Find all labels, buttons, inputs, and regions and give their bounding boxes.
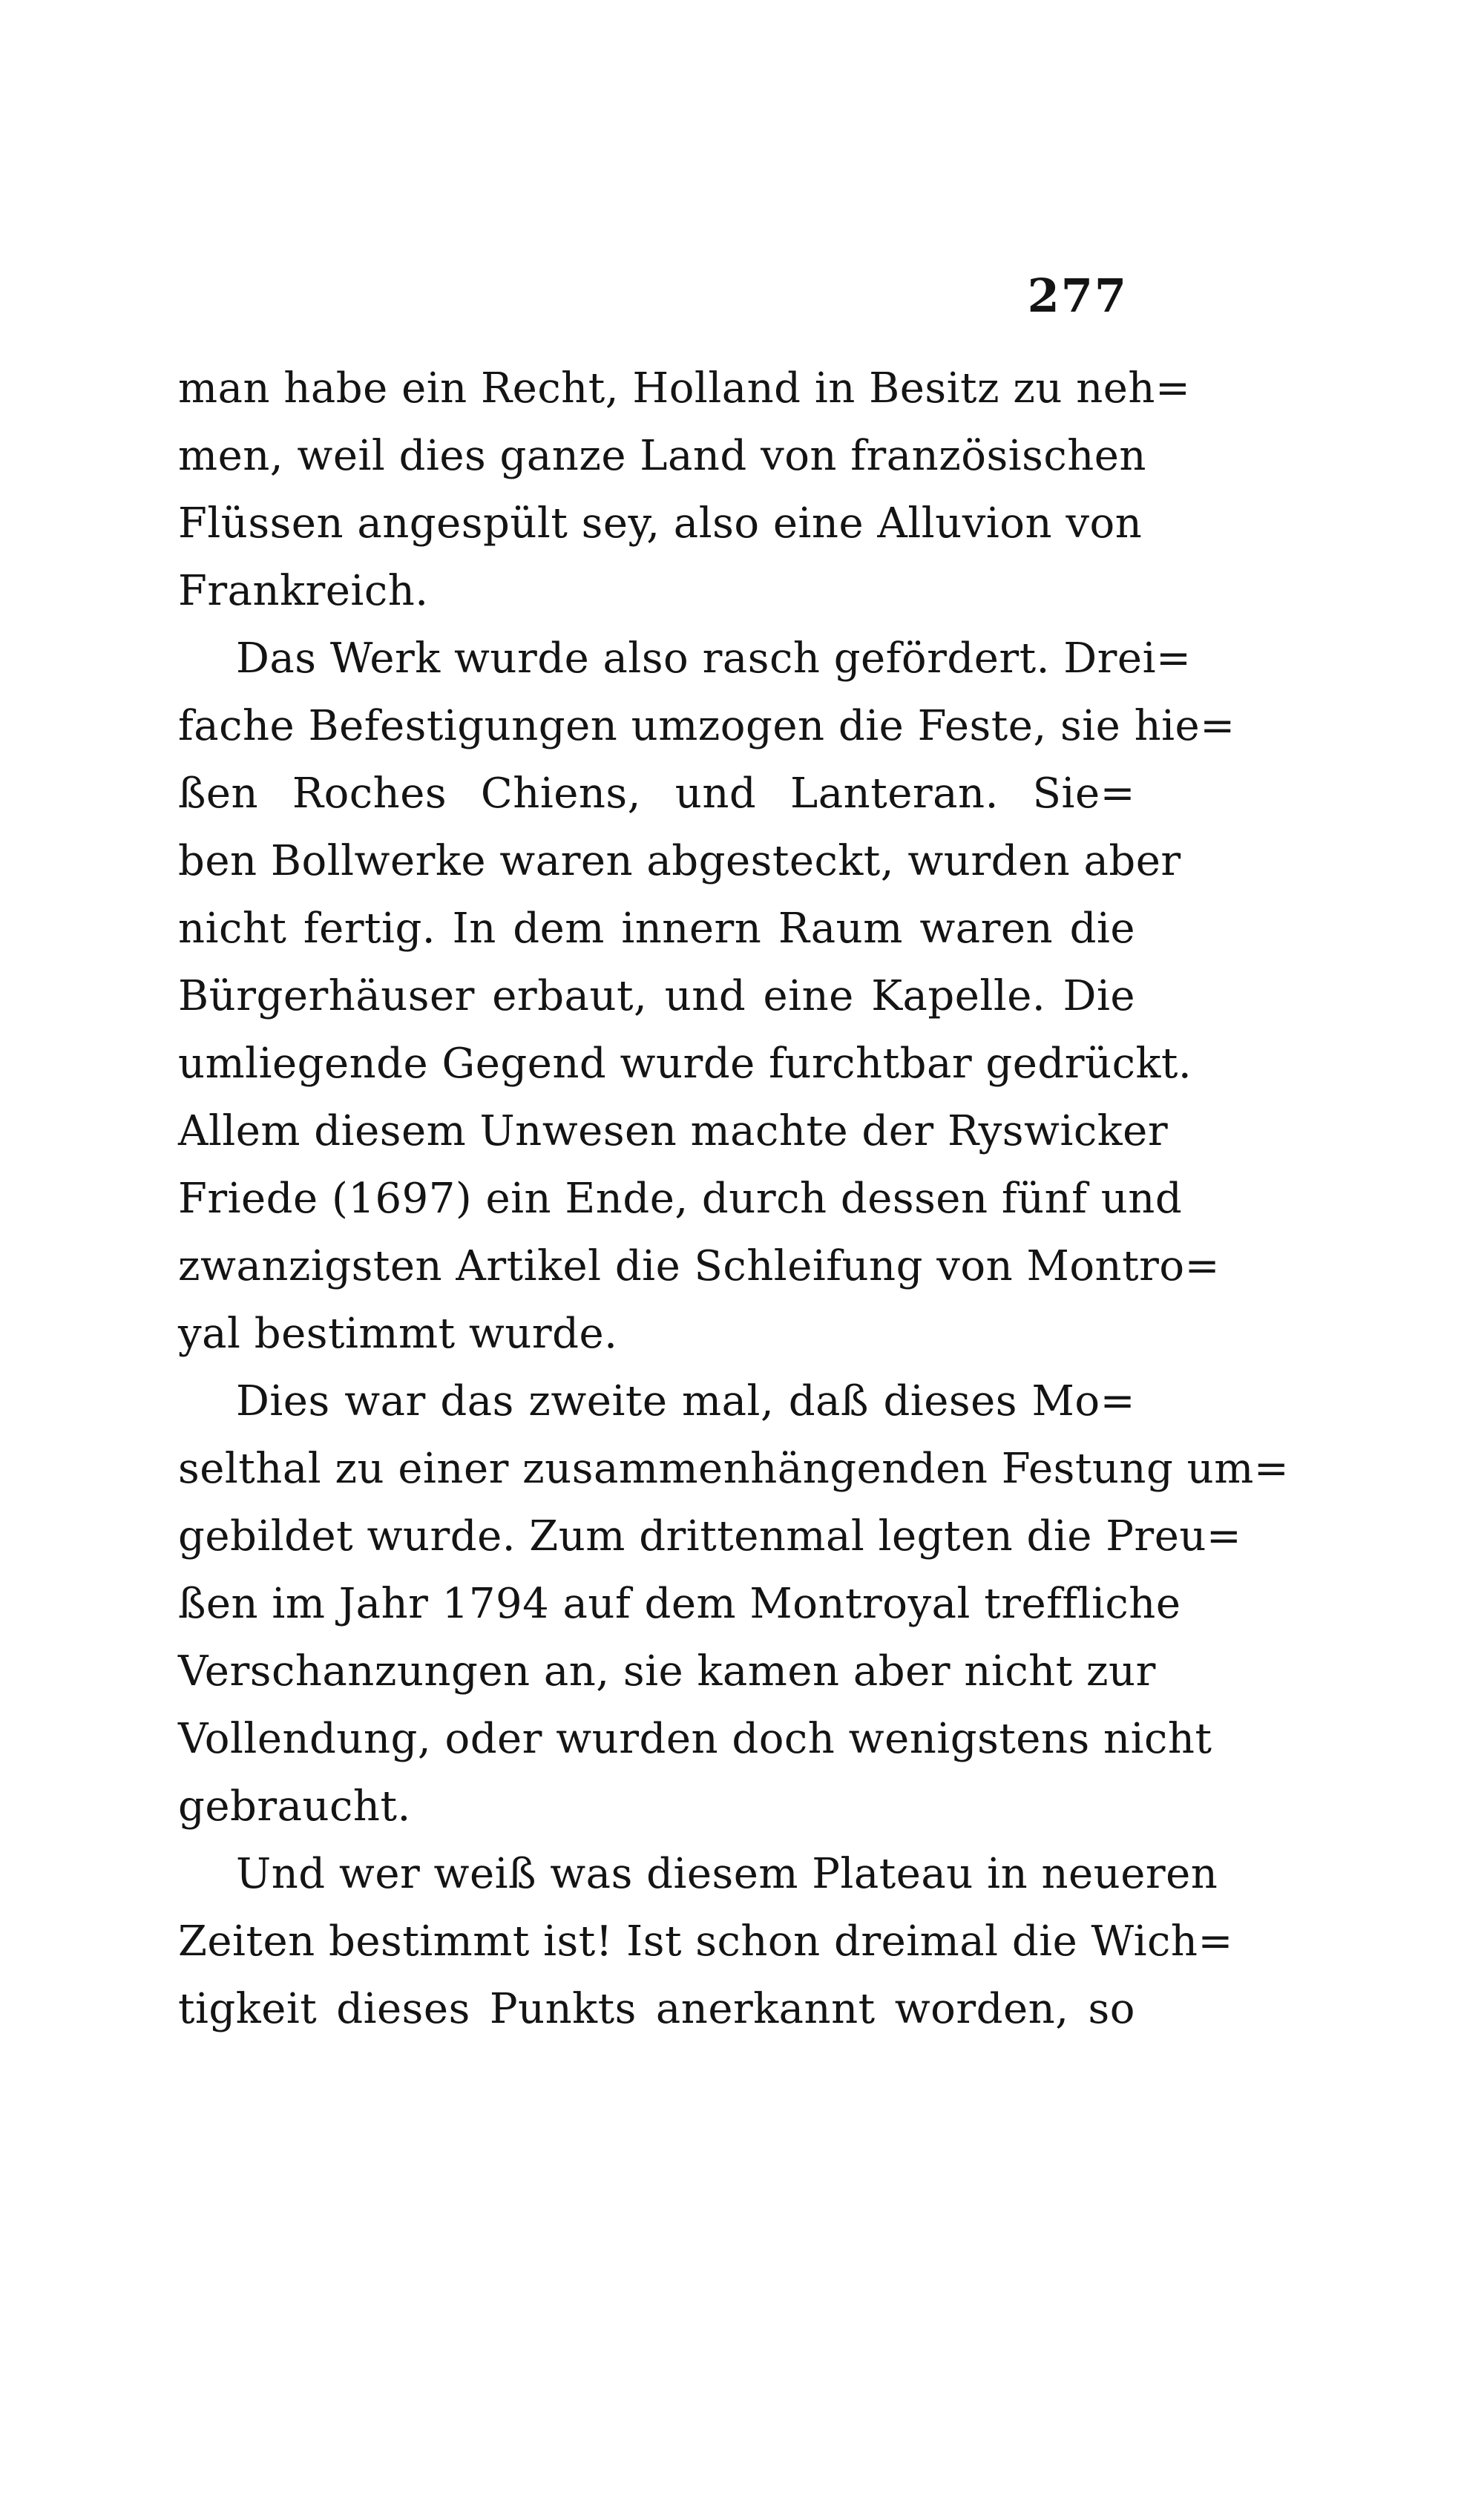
text-line: gebraucht. xyxy=(178,1782,411,1831)
text-line: ßen im Jahr 1794 auf dem Montroyal treffliche xyxy=(178,1580,1181,1628)
text-line: Vollendung, oder wurden doch wenigstens nicht xyxy=(178,1715,1212,1763)
text-line: selthal zu einer zusammenhängenden Festung um= xyxy=(178,1445,1290,1493)
text-line: Und wer weiß was diesem Plateau in neueren xyxy=(236,1850,1218,1898)
text-line: Flüssen angespült sey, also eine Alluvion von xyxy=(178,499,1143,548)
text-line: Zeiten bestimmt ist! Ist schon dreimal die Wich= xyxy=(178,1917,1233,1966)
text-line: yal bestimmt wurde. xyxy=(178,1310,618,1358)
text-line: tigkeit dieses Punkts anerkannt worden, so xyxy=(178,1985,1135,2033)
text-line: Das Werk wurde also rasch gefördert. Drei= xyxy=(236,634,1192,683)
text-line: Verschanzungen an, sie kamen aber nicht zur xyxy=(178,1647,1156,1696)
text-line: ßen Roches Chiens, und Lanteran. Sie= xyxy=(178,769,1135,818)
paragraph-2 xyxy=(178,625,1235,1368)
text-line: man habe ein Recht, Holland in Besitz zu neh= xyxy=(178,364,1191,413)
body-text xyxy=(178,355,1290,2043)
paragraph-1 xyxy=(178,355,1191,625)
text-line: Dies war das zweite mal, daß dieses Mo= xyxy=(236,1377,1135,1425)
text-line: Friede (1697) ein Ende, durch dessen fünf und xyxy=(178,1175,1183,1223)
text-line: fache Befestigungen umzogen die Feste, sie hie= xyxy=(178,702,1235,750)
text-line: Allem diesem Unwesen machte der Ryswicker xyxy=(178,1107,1169,1155)
text-line: men, weil dies ganze Land von französischen xyxy=(178,432,1146,480)
text-line: nicht fertig. In dem innern Raum waren die xyxy=(178,905,1135,953)
text-line: ben Bollwerke waren abgesteckt, wurden aber xyxy=(178,837,1181,885)
text-line: Bürgerhäuser erbaut, und eine Kapelle. Die xyxy=(178,972,1135,1020)
paragraph-4 xyxy=(178,1840,1233,2043)
text-line: Frankreich. xyxy=(178,567,429,615)
text-line: umliegende Gegend wurde furchtbar gedrückt. xyxy=(178,1040,1192,1088)
text-line: gebildet wurde. Zum drittenmal legten die Preu= xyxy=(178,1512,1242,1561)
text-line: zwanzigsten Artikel die Schleifung von Montro= xyxy=(178,1242,1221,1290)
page-number: 277 xyxy=(1027,269,1128,323)
paragraph-3 xyxy=(178,1368,1290,1840)
